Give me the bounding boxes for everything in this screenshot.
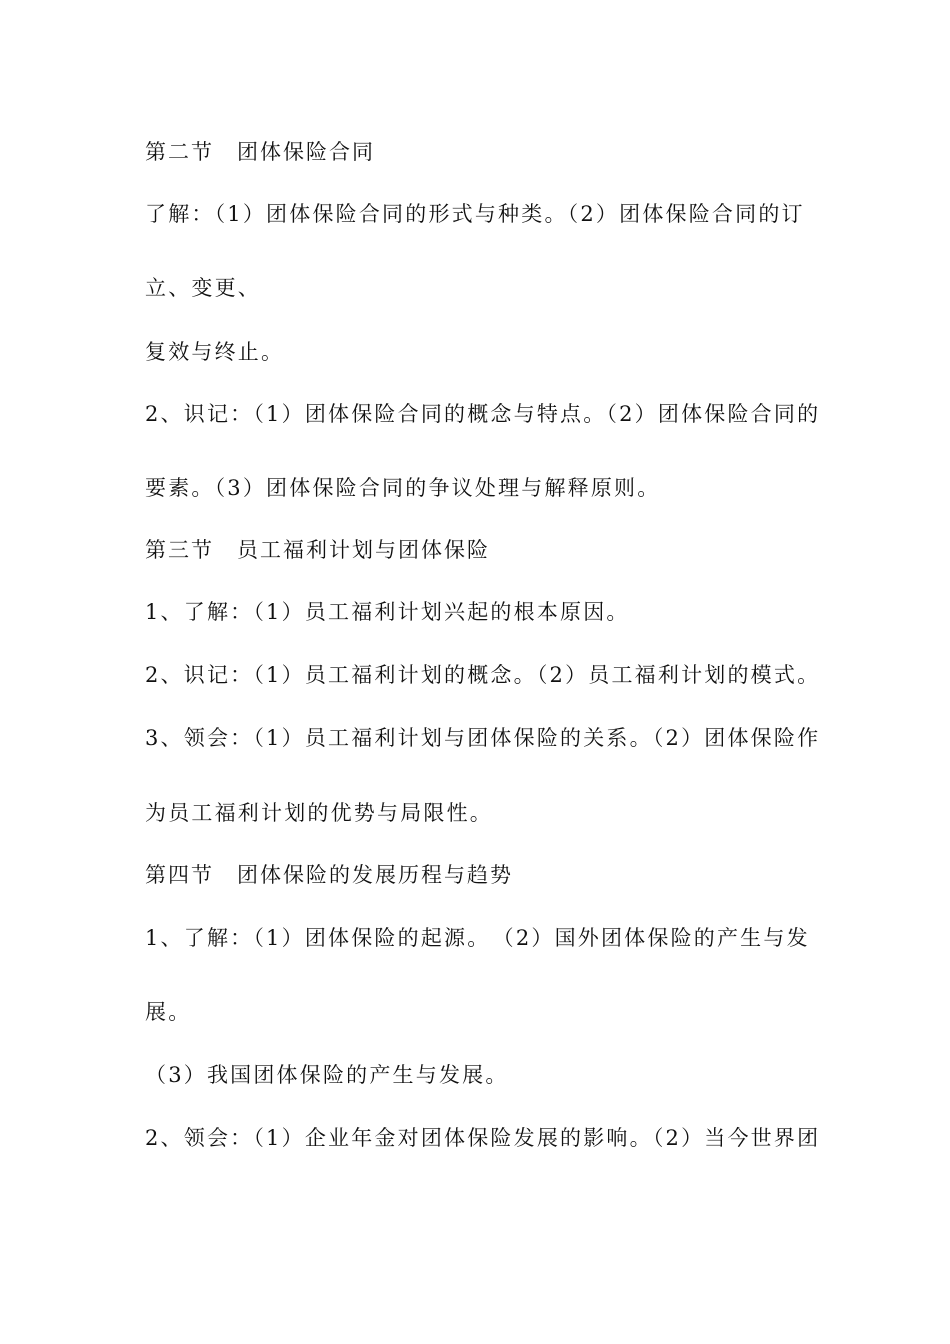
text-line: 2、识记：（1）员工福利计划的概念。（2）员工福利计划的模式。	[145, 663, 821, 687]
text-line: 要素。（3）团体保险合同的争议处理与解释原则。	[145, 476, 661, 500]
text-line: 了解：（1）团体保险合同的形式与种类。（2）团体保险合同的订	[145, 202, 805, 226]
text-line: 为员工福利计划的优势与局限性。	[145, 801, 493, 825]
text-line: 2、领会：（1）企业年金对团体保险发展的影响。（2）当今世界团	[145, 1126, 821, 1150]
section-heading-3: 第三节 员工福利计划与团体保险	[145, 538, 490, 562]
text-line: 1、了解：（1）员工福利计划兴起的根本原因。	[145, 600, 630, 624]
text-line: 3、领会：（1）员工福利计划与团体保险的关系。（2）团体保险作	[145, 726, 821, 750]
text-line: （3）我国团体保险的产生与发展。	[145, 1063, 509, 1087]
text-line: 2、识记：（1）团体保险合同的概念与特点。（2）团体保险合同的	[145, 402, 821, 426]
text-line: 复效与终止。	[145, 340, 285, 364]
text-line: 立、变更、	[145, 276, 261, 300]
text-line: 1、了解：（1）团体保险的起源。 （2）国外团体保险的产生与发	[145, 926, 810, 950]
text-line: 展。	[145, 1000, 192, 1024]
section-heading-2: 第二节 团体保险合同	[145, 140, 375, 164]
section-heading-4: 第四节 团体保险的发展历程与趋势	[145, 863, 513, 887]
